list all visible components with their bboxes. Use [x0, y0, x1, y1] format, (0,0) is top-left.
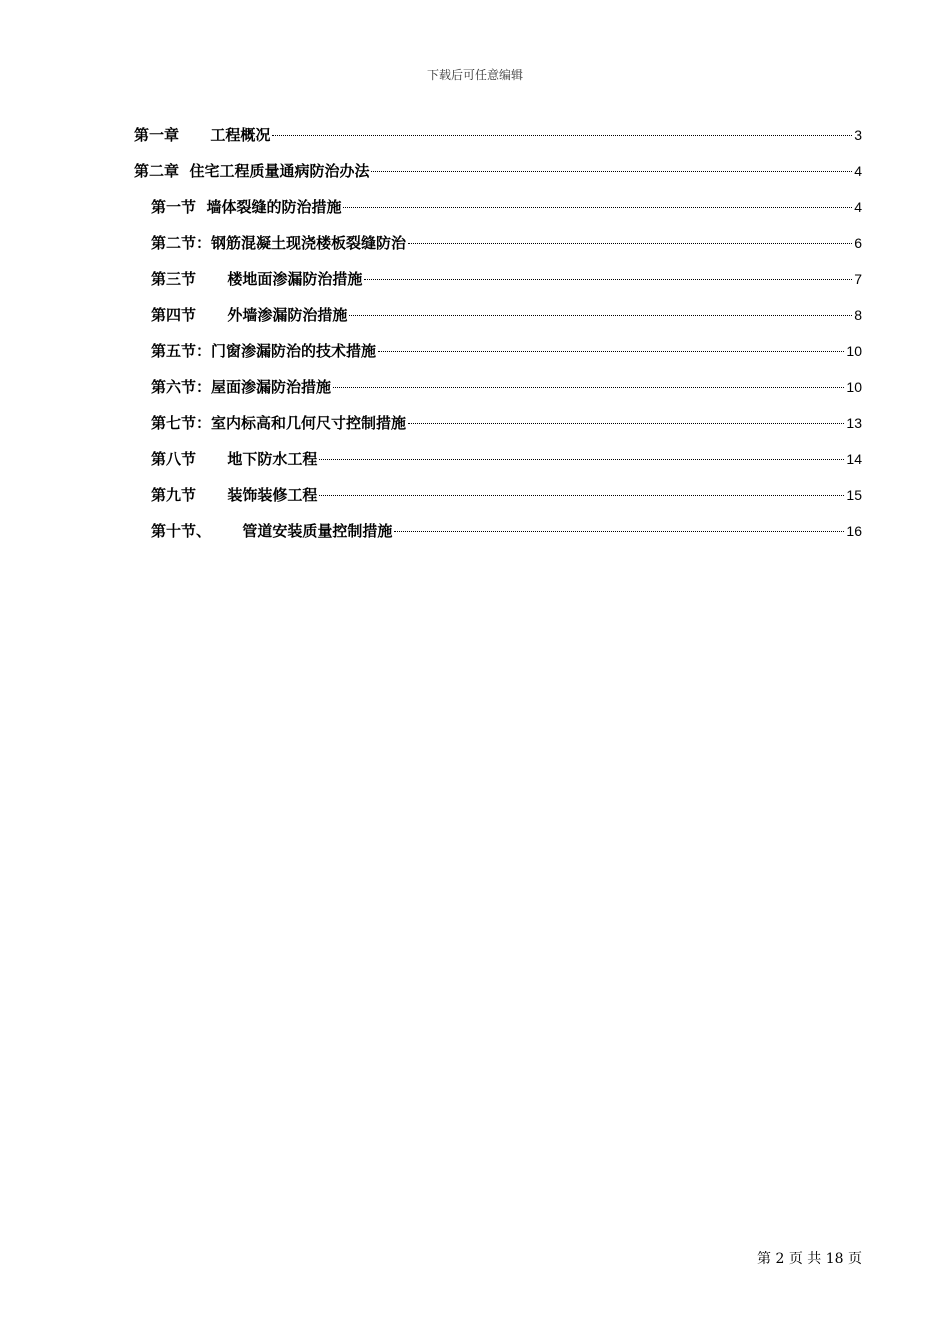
toc-entry-label: 第十节、 管道安装质量控制措施: [151, 522, 393, 540]
table-of-contents: [134, 123, 862, 555]
toc-entry-section-2[interactable]: [134, 231, 862, 267]
toc-page-number: 15: [846, 487, 862, 503]
toc-entry-label: 第七节：室内标高和几何尺寸控制措施: [151, 414, 407, 432]
toc-entry-section-5[interactable]: [134, 339, 862, 375]
toc-entry-label: 第九节 装饰装修工程: [151, 486, 318, 504]
toc-page-number: 3: [854, 127, 862, 143]
toc-dot-leader: [343, 207, 852, 208]
toc-page-number: 16: [846, 523, 862, 539]
page-header: 下载后可任意编辑: [426, 68, 523, 82]
toc-entry-section-3[interactable]: [134, 267, 862, 303]
toc-dot-leader: [378, 351, 844, 352]
toc-entry-label: 第一章 工程概况: [134, 126, 271, 144]
toc-entry-section-9[interactable]: [134, 483, 862, 519]
toc-dot-leader: [408, 243, 852, 244]
toc-dot-leader: [333, 387, 844, 388]
toc-page-number: 4: [854, 199, 862, 215]
toc-entry-label: 第二章 住宅工程质量通病防治办法: [134, 162, 370, 180]
toc-entry-section-7[interactable]: [134, 411, 862, 447]
toc-page-number: 8: [854, 307, 862, 323]
toc-entry-chapter-1[interactable]: [134, 123, 862, 159]
toc-entry-label: 第四节 外墙渗漏防治措施: [151, 306, 348, 324]
toc-dot-leader: [319, 459, 844, 460]
toc-page-number: 10: [846, 379, 862, 395]
toc-entry-label: 第五节：门窗渗漏防治的技术措施: [151, 342, 377, 360]
toc-entry-section-6[interactable]: [134, 375, 862, 411]
toc-dot-leader: [272, 135, 852, 136]
toc-dot-leader: [364, 279, 852, 280]
toc-page-number: 6: [854, 235, 862, 251]
toc-dot-leader: [349, 315, 852, 316]
toc-dot-leader: [394, 531, 844, 532]
toc-entry-label: 第三节 楼地面渗漏防治措施: [151, 270, 363, 288]
toc-entry-section-4[interactable]: [134, 303, 862, 339]
toc-entry-label: 第八节 地下防水工程: [151, 450, 318, 468]
toc-entry-label: 第二节：钢筋混凝土现浇楼板裂缝防治: [151, 234, 407, 252]
toc-dot-leader: [371, 171, 852, 172]
toc-dot-leader: [319, 495, 844, 496]
toc-page-number: 10: [846, 343, 862, 359]
toc-entry-chapter-2[interactable]: [134, 159, 862, 195]
toc-page-number: 4: [854, 163, 862, 179]
toc-entry-label: 第六节：屋面渗漏防治措施: [151, 378, 332, 396]
toc-dot-leader: [408, 423, 844, 424]
page-footer: 第 2 页 共 18 页: [757, 1251, 862, 1267]
toc-entry-section-10[interactable]: [134, 519, 862, 555]
toc-entry-label: 第一节 墙体裂缝的防治措施: [151, 198, 342, 216]
toc-page-number: 7: [854, 271, 862, 287]
toc-entry-section-1[interactable]: [134, 195, 862, 231]
toc-entry-section-8[interactable]: [134, 447, 862, 483]
toc-page-number: 14: [846, 451, 862, 467]
toc-page-number: 13: [846, 415, 862, 431]
